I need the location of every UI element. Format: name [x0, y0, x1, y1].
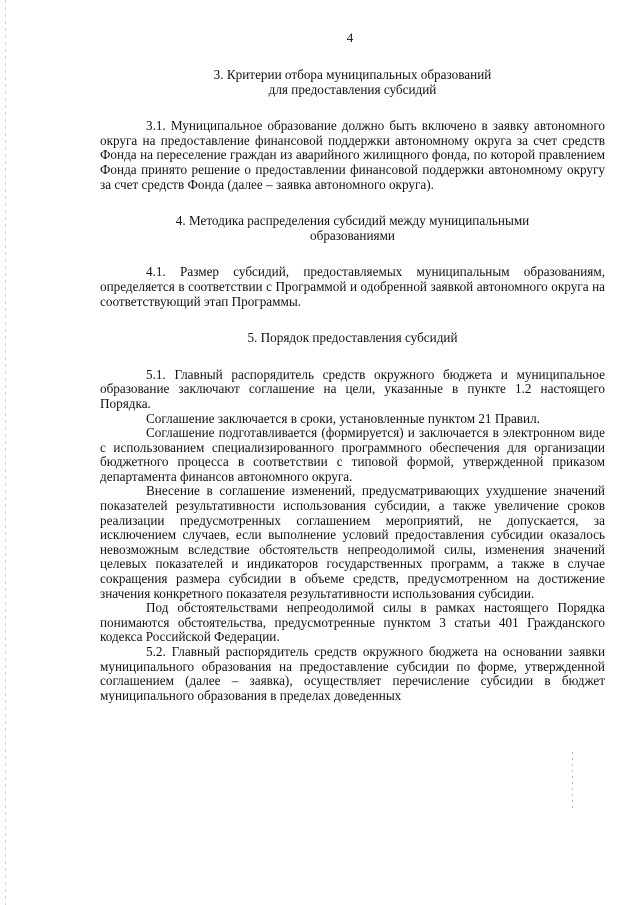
paragraph: 3.1. Муниципальное образование должно быть включено в заявку автономного округа на предоставление финансовой поддержки автономному округа за счет средств Фонда на переселение граждан из аварийного жилищного фонда, по которой правлением Фонда принято решение о предоставлении финансовой поддержки автономному округу за счет средств Фонда (далее – заявка автономного округа).	[100, 118, 605, 192]
paragraph: Внесение в соглашение изменений, предусматривающих ухудшение значений показателей результативности использования субсидии, а также увеличение сроков реализации предусмотренных соглашением мероприятий, не допускается, за исключением случаев, если выполнение условий предоставления субсидии оказалось невозможным вследствие обстоятельств непреодолимой силы, изменения значений целевых показателей и индикаторов государственных программ, а также в случае сокращения размера субсидии в объеме средств, предусмотренном на достижение значения конкретного показателя результативности использования субсидии.	[100, 483, 605, 601]
paragraph: 5.2. Главный распорядитель средств окружного бюджета на основании заявки муниципального образования на предоставление субсидии по форме, утвержденной соглашением (далее – заявка), осуществляет перечисление субсидии в бюджет муниципального образования в пределах доведенных	[100, 644, 605, 703]
heading-line: 4. Методика распределения субсидий между муниципальными	[175, 213, 530, 229]
document-body	[100, 68, 605, 703]
scan-edge-mark	[5, 0, 6, 905]
paragraph: 4.1. Размер субсидий, предоставляемых муниципальным образованиям, определяется в соответствии с Программой и одобренной заявкой автономного округа на соответствующий этап Программы.	[100, 264, 605, 309]
section-4-heading	[100, 214, 605, 243]
heading-line: 3. Критерии отбора муниципальных образований	[213, 67, 492, 82]
heading-line: образованиями	[310, 227, 395, 243]
scan-dust-mark	[572, 752, 573, 812]
paragraph: 5.1. Главный распорядитель средств окружного бюджета и муниципальное образование заключают соглашение на цели, указанные в пункте 1.2 настоящего Порядка.	[100, 366, 605, 411]
heading-line: для предоставления субсидий	[268, 81, 437, 97]
page-number: 4	[346, 30, 354, 45]
paragraph: Соглашение подготавливается (формируется) и заключается в электронном виде с использованием специализированного программного обеспечения для организации бюджетного процесса в соответствии с типовой формой, утвержденной приказом департамента финансов автономного округа.	[100, 425, 605, 484]
section-5-heading	[100, 331, 605, 346]
heading-line: 5. Порядок предоставления субсидий	[247, 330, 458, 346]
paragraph: Под обстоятельствами непреодолимой силы в рамках настоящего Порядка понимаются обстоятельства, предусмотренные пунктом 3 статьи 401 Гражданского кодекса Российской Федерации.	[100, 600, 605, 645]
section-3-heading	[100, 68, 605, 97]
paragraph: Соглашение заключается в сроки, установленные пунктом 21 Правил.	[146, 410, 540, 426]
